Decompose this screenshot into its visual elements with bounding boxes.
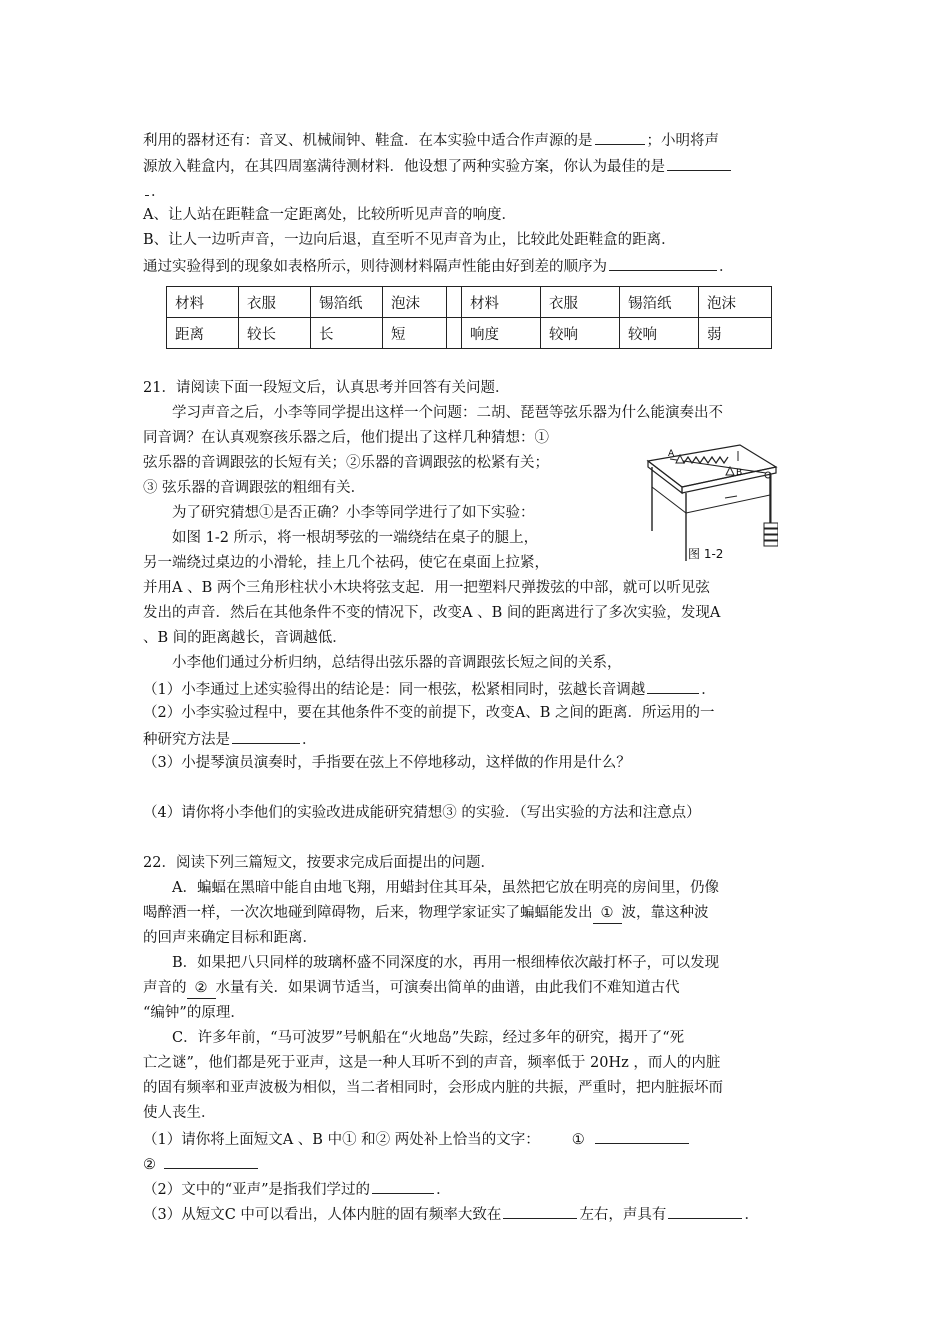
table-cell: 较响 [541,318,620,349]
answer-blank[interactable] [145,180,149,196]
intro-line-1 [143,129,719,151]
paragraph-line: ③ 弦乐器的音调跟弦的粗细有关． [143,480,366,496]
sub-question-text: （2）文中的“亚声”是指我们学过的 [143,1182,371,1198]
intro-text: 源放入鞋盒内，在其四周塞满待测材料．他设想了两种实验方案，你认为最佳的是 [143,159,665,175]
paragraph-text: 声音的 [143,980,187,996]
sub-question-text: 种研究方法是 [143,732,230,748]
intro-text: 通过实验得到的现象如表格所示，则待测材料隔声性能由好到差的顺序为 [143,259,607,275]
question-22-title: 22．阅读下列三篇短文，按要求完成后面提出的问题． [143,855,495,871]
paragraph-line: 发出的声音．然后在其他条件不变的情况下，改变A 、B 间的距离进行了多次实验，发现A [143,605,721,621]
table-cell: 较长 [239,318,311,349]
q21-sub-4: （4）请你将小李他们的实验改进成能研究猜想③ 的实验．（写出实验的方法和注意点） [143,805,701,821]
sub-question-text: ． [436,1182,451,1198]
answer-blank[interactable] [647,678,699,694]
paragraph-line: 学习声音之后，小李等同学提出这样一个问题：二胡、琵琶等弦乐器为什么能演奏出不 [172,405,723,421]
table-cell: 衣服 [541,287,620,318]
sub-question-text: （1）小李通过上述实验得出的结论是：同一根弦，松紧相同时，弦越长音调越 [143,682,646,698]
answer-blank[interactable] [232,728,300,744]
string-table-figure [640,443,778,583]
sub-question-text: ． [701,682,716,698]
sub-question-text: ． [744,1207,759,1223]
paragraph-line: 如图 1-2 所示，将一根胡琴弦的一端绕结在桌子的腿上， [172,530,539,546]
option-b: B、让人一边听声音，一边向后退，直至听不见声音为止，比较此处距鞋盒的距离． [143,232,676,248]
paragraph-line [143,903,709,924]
answer-blank[interactable] [372,1178,434,1194]
table-cell: 短 [383,318,447,349]
sub-question-text: （1）请你将上面短文A 、B 中① 和② 两处补上恰当的文字： [143,1132,540,1148]
table-cell: 响度 [462,318,541,349]
q21-sub-2-cont [143,728,317,750]
paragraph-line: 并用A 、B 两个三角形柱状小木块将弦支起．用一把塑料尺弹拨弦的中部，就可以听见弦 [143,580,710,596]
table-cell: 材料 [462,287,541,318]
table-cell: 长 [311,318,383,349]
answer-blank[interactable] [595,129,645,145]
paragraph-line: 另一端绕过桌边的小滑轮，挂上几个祛码，使它在桌面上拉紧， [143,555,549,571]
blank-label: ① [571,1132,585,1148]
table-cell [447,287,462,318]
table-cell [447,318,462,349]
materials-table [166,286,772,349]
paragraph-line [143,978,680,999]
table-cell: 材料 [167,287,239,318]
paragraph-line: A．蝙蝠在黑暗中能自由地飞翔，用蜡封住其耳朵，虽然把它放在明亮的房间里，仍像 [172,880,719,896]
paragraph-line: 同音调？在认真观察孩乐器之后，他们提出了这样几种猜想：① [143,430,549,446]
table-cell: 锡箔纸 [620,287,699,318]
intro-text: ；小明将声 [646,133,719,149]
question-21-title: 21．请阅读下面一段短文后，认真思考并回答有关问题． [143,380,510,396]
paragraph-line: 的固有频率和亚声波极为相似，当二者相同时，会形成内脏的共振，严重时，把内脏振坏而 [143,1080,723,1096]
paragraph-line: 亡之谜”，他们都是死于亚声，这是一种人耳听不到的声音，频率低于 20Hz ，而人的内脏 [143,1055,721,1071]
paragraph-line: 的回声来确定目标和距离． [143,930,317,946]
paragraph-line: 弦乐器的音调跟弦的长短有关；②乐器的音调跟弦的松紧有关； [143,455,549,471]
q21-sub-1 [143,678,716,700]
bridge-a-label: A [668,449,675,459]
paragraph-line: 为了研究猜想①是否正确？小李等同学进行了如下实验： [172,505,535,521]
intro-text: ． [719,259,734,275]
intro-text: ． [151,184,166,200]
q22-sub-3 [143,1203,759,1225]
q21-sub-3: （3）小提琴演员演奏时，手指要在弦上不停地移动，这样做的作用是什么？ [143,755,631,771]
table-cell: 衣服 [239,287,311,318]
fill-in-marker[interactable]: ② [187,978,216,999]
table-cell: 泡沫 [383,287,447,318]
paragraph-line: B．如果把八只同样的玻璃杯盛不同深度的水，再用一根细棒依次敲打杯子，可以发现 [172,955,720,971]
q22-sub-2 [143,1178,451,1200]
intro-line-6 [143,255,734,277]
answer-blank[interactable] [503,1203,577,1219]
paragraph-line: 、B 间的距离越长，音调越低． [143,630,347,646]
paragraph-line: “编钟”的原理． [143,1005,245,1021]
figure-caption: 图 1-2 [688,547,724,561]
blank-label: ② [143,1157,156,1173]
answer-blank[interactable] [595,1128,689,1144]
q22-sub-1-cont [143,1153,260,1175]
answer-blank[interactable] [667,155,731,171]
paragraph-text: 喝醉酒一样，一次次地碰到障碍物，后来，物理学家证实了蝙蝠能发出 [143,905,593,921]
paragraph-text: 水量有关．如果调节适当，可演奏出简单的曲谱，由此我们不难知道古代 [215,980,680,996]
answer-blank[interactable] [609,255,717,271]
sub-question-text: ． [302,732,317,748]
paragraph-text: 波，靠这种波 [621,905,709,921]
intro-line-3 [143,180,166,202]
table-cell: 泡沫 [699,287,772,318]
intro-text: 利用的器材还有：音叉、机械闹钟、鞋盒．在本实验中适合作声源的是 [143,133,593,149]
table-cell: 距离 [167,318,239,349]
answer-blank[interactable] [668,1203,742,1219]
table-cell: 弱 [699,318,772,349]
bridge-b-label: B [736,468,743,478]
sub-question-text: （3）从短文C 中可以看出，人体内脏的固有频率大致在 [143,1207,502,1223]
paragraph-line: 小李他们通过分析归纳，总结得出弦乐器的音调跟弦长短之间的关系， [172,655,622,671]
answer-blank[interactable] [164,1153,258,1169]
table-cell: 锡箔纸 [311,287,383,318]
fill-in-marker[interactable]: ① [593,903,622,924]
table-row [167,287,772,318]
table-row [167,318,772,349]
sub-question-text: 左右，声具有 [579,1207,667,1223]
table-cell: 较响 [620,318,699,349]
q21-sub-2: （2）小李实验过程中，要在其他条件不变的前提下，改变A、B 之间的距离．所运用的一 [143,705,715,721]
q22-sub-1 [143,1128,691,1150]
option-a: A、让人站在距鞋盒一定距离处，比较所听见声音的响度． [143,207,516,223]
paragraph-line: C．许多年前，“马可波罗”号帆船在“火地岛”失踪，经过多年的研究，揭开了“死 [172,1030,685,1046]
paragraph-line: 使人丧生． [143,1105,216,1121]
intro-line-2 [143,155,733,177]
